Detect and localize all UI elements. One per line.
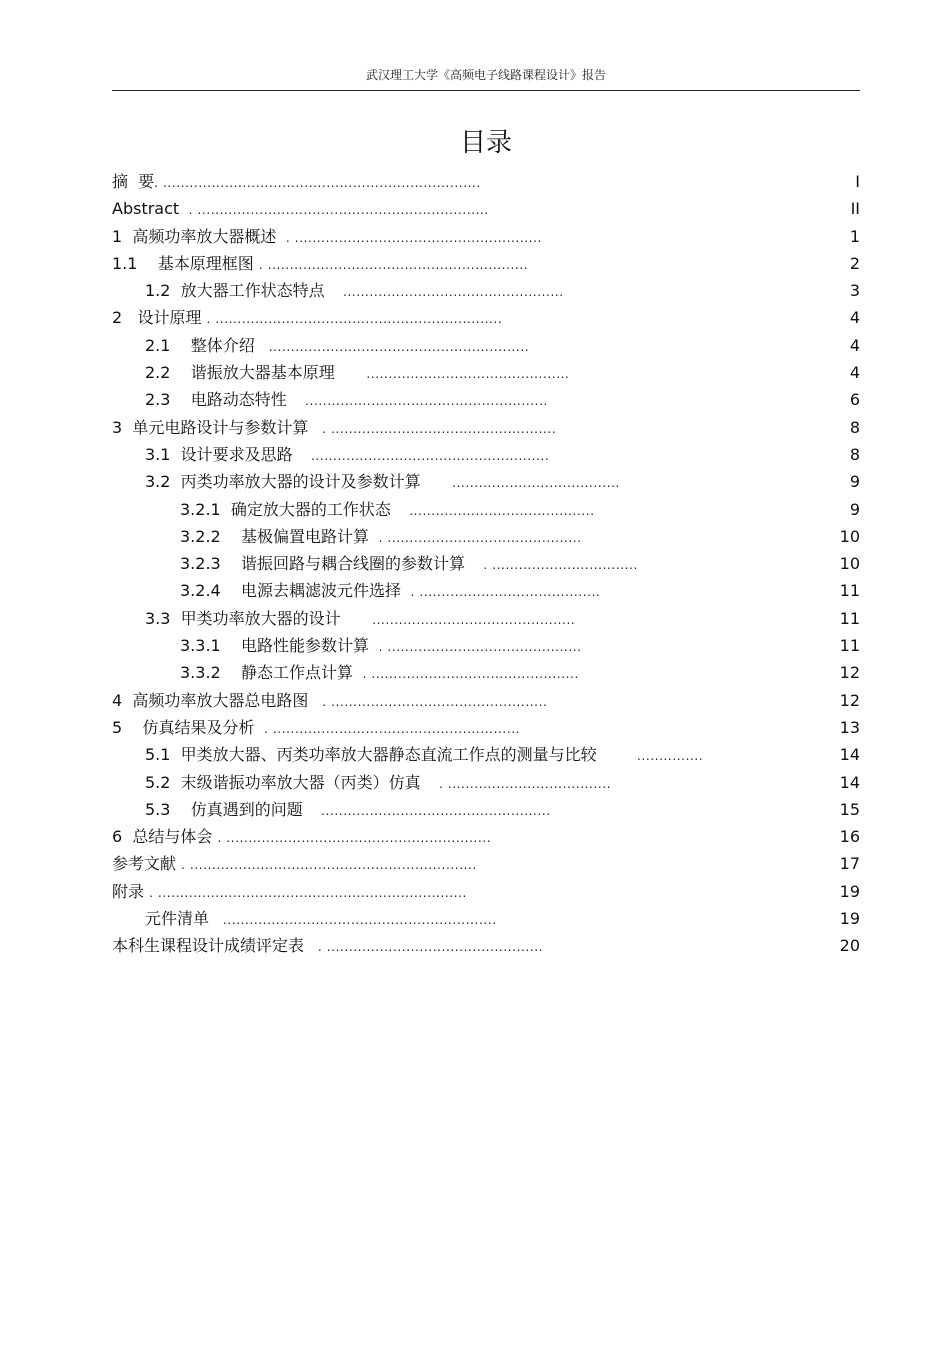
- toc-entry-leader-dots: . .................................................................: [181, 858, 477, 873]
- toc-entry-page-number: 16: [839, 827, 860, 847]
- toc-entry-page-number: 11: [839, 636, 860, 656]
- header-divider: [112, 90, 860, 91]
- toc-entry-page-number: 4: [849, 363, 860, 383]
- toc-entry-leader-dots: . .................................................................: [206, 312, 503, 327]
- toc-entry-leader-dots: . .........................................: [406, 585, 601, 600]
- toc-entry-label: 3.2.4 电源去耦滤波元件选择: [180, 581, 407, 601]
- toc-entry-leader-dots: . ......................................................................: [149, 885, 467, 900]
- toc-entry-page-number: 2: [849, 253, 860, 273]
- toc-entry-label: 5.1 甲类放大器、丙类功率放大器静态直流工作点的测量与比较: [145, 745, 602, 765]
- toc-entry-page-number: 19: [839, 881, 860, 901]
- toc-entry-label: 1.1 基本原理框图: [112, 253, 259, 273]
- toc-title: 目录: [459, 128, 512, 158]
- toc-entry-label: 元件清单: [145, 909, 215, 929]
- toc-entry-leader-dots: . ...........................................................: [258, 257, 529, 272]
- toc-entry[interactable]: [112, 741, 860, 768]
- toc-entry-leader-dots: . .................................................: [309, 940, 544, 955]
- toc-entry[interactable]: [112, 932, 860, 959]
- toc-entry[interactable]: [112, 577, 860, 604]
- toc-entry[interactable]: [112, 414, 860, 441]
- toc-entry[interactable]: [112, 441, 860, 468]
- toc-entry-page-number: 11: [839, 608, 860, 628]
- toc-entry[interactable]: [112, 496, 860, 523]
- toc-entry-label: 参考文献: [112, 854, 182, 874]
- toc-entry[interactable]: [112, 386, 860, 413]
- toc-entry-leader-dots: . ...................................................: [313, 421, 557, 436]
- toc-entry-label: 3.2.2 基极偏置电路计算: [180, 526, 375, 546]
- table-of-contents: [112, 168, 860, 960]
- toc-entry-label: 1 高频功率放大器概述: [112, 226, 282, 246]
- toc-entry-page-number: 14: [839, 772, 860, 792]
- toc-entry[interactable]: [112, 905, 860, 932]
- toc-entry-leader-dots: ..............................................: [339, 367, 570, 382]
- toc-entry-leader-dots: ..............................................................: [214, 913, 497, 928]
- toc-entry-label: 附录: [112, 881, 150, 901]
- toc-entry-page-number: 12: [839, 690, 860, 710]
- toc-entry-leader-dots: . ............................................: [374, 530, 582, 545]
- toc-entry-label: 2 设计原理: [112, 308, 207, 328]
- toc-entry-leader-dots: ......................................................: [297, 448, 550, 463]
- toc-entry[interactable]: [112, 769, 860, 796]
- toc-entry-page-number: 19: [839, 909, 860, 929]
- toc-entry-page-number: 10: [839, 526, 860, 546]
- toc-entry-label: 3.2.3 谐振回路与耦合线圈的参数计算: [180, 554, 471, 574]
- toc-entry-page-number: II: [850, 199, 860, 219]
- toc-entry[interactable]: [112, 359, 860, 386]
- toc-entry-label: 5.3 仿真遇到的问题: [145, 799, 308, 819]
- toc-entry[interactable]: [112, 277, 860, 304]
- toc-entry-leader-dots: . .................................................: [313, 694, 548, 709]
- toc-entry-leader-dots: ..................................................: [329, 285, 564, 300]
- toc-entry-page-number: 9: [849, 472, 860, 492]
- toc-entry-label: 2.3 电路动态特性: [145, 390, 292, 410]
- toc-entry-page-number: 8: [849, 444, 860, 464]
- toc-entry-page-number: I: [855, 172, 860, 191]
- toc-entry-leader-dots: . .................................: [470, 558, 638, 573]
- toc-entry[interactable]: [112, 605, 860, 632]
- toc-entry[interactable]: [112, 223, 860, 250]
- toc-entry-page-number: 3: [849, 281, 860, 301]
- toc-entry-label: Abstract: [112, 199, 185, 219]
- toc-entry-page-number: 9: [849, 499, 860, 519]
- toc-entry-leader-dots: . ........................................................: [281, 230, 542, 245]
- toc-entry-label: 3.1 设计要求及思路: [145, 444, 298, 464]
- toc-entry-leader-dots: ......................................: [425, 476, 620, 491]
- toc-entry-page-number: 11: [839, 581, 860, 601]
- toc-entry-leader-dots: . ..................................................................: [184, 203, 489, 218]
- toc-entry-page-number: 17: [839, 854, 860, 874]
- toc-entry-page-number: 13: [839, 717, 860, 737]
- toc-entry[interactable]: [112, 168, 860, 195]
- toc-entry-leader-dots: . ........................................................................: [154, 176, 481, 190]
- toc-entry-leader-dots: ...............: [601, 749, 704, 764]
- toc-entry-label: 5.2 末级谐振功率放大器（丙类）仿真: [145, 772, 426, 792]
- toc-entry-label: 3.3.2 静态工作点计算: [180, 663, 359, 683]
- toc-entry[interactable]: [112, 550, 860, 577]
- toc-entry-page-number: 6: [849, 390, 860, 410]
- toc-entry-leader-dots: . ............................................................: [217, 831, 492, 846]
- page-header: 武汉理工大学《高频电子线路课程设计》报告: [365, 68, 606, 82]
- toc-entry-leader-dots: ....................................................: [307, 803, 551, 818]
- toc-entry-page-number: 4: [849, 335, 860, 355]
- toc-entry-page-number: 4: [849, 308, 860, 328]
- toc-entry[interactable]: [112, 714, 860, 741]
- toc-entry[interactable]: [112, 195, 860, 222]
- toc-entry[interactable]: [112, 878, 860, 905]
- toc-entry-page-number: 1: [849, 226, 860, 246]
- toc-entry-leader-dots: . ...............................................: [358, 667, 579, 682]
- toc-entry-leader-dots: .......................................................: [291, 394, 548, 409]
- toc-entry-page-number: 12: [839, 663, 860, 683]
- toc-entry-label: 3 单元电路设计与参数计算: [112, 417, 314, 437]
- toc-entry-label: 3.3 甲类功率放大器的设计: [145, 608, 346, 628]
- toc-entry-label: 1.2 放大器工作状态特点: [145, 281, 330, 301]
- toc-entry[interactable]: [112, 332, 860, 359]
- toc-entry[interactable]: [112, 659, 860, 686]
- toc-entry-page-number: 20: [839, 936, 860, 956]
- toc-entry-label: 5 仿真结果及分析: [112, 717, 260, 737]
- toc-entry-label: 摘 要: [112, 172, 155, 191]
- toc-entry-label: 4 高频功率放大器总电路图: [112, 690, 314, 710]
- toc-entry[interactable]: [112, 823, 860, 850]
- toc-entry-label: 2.2 谐振放大器基本原理: [145, 363, 340, 383]
- toc-entry-page-number: 15: [839, 799, 860, 819]
- toc-entry[interactable]: [112, 796, 860, 823]
- toc-entry-leader-dots: ...........................................................: [259, 339, 530, 354]
- toc-entry-leader-dots: . .....................................: [425, 776, 612, 791]
- toc-entry-label: 6 总结与体会: [112, 827, 218, 847]
- toc-entry-leader-dots: ..............................................: [345, 612, 576, 627]
- toc-entry[interactable]: [112, 304, 860, 331]
- toc-entry-leader-dots: ..........................................: [395, 503, 595, 518]
- toc-entry-page-number: 8: [849, 417, 860, 437]
- toc-entry-page-number: 10: [839, 554, 860, 574]
- toc-entry-label: 本科生课程设计成绩评定表: [112, 936, 310, 956]
- toc-entry-label: 3.2 丙类功率放大器的设计及参数计算: [145, 472, 426, 492]
- toc-entry[interactable]: [112, 523, 860, 550]
- toc-entry-label: 3.3.1 电路性能参数计算: [180, 636, 375, 656]
- toc-entry[interactable]: [112, 850, 860, 877]
- toc-entry[interactable]: [112, 687, 860, 714]
- toc-entry-label: 3.2.1 确定放大器的工作状态: [180, 499, 396, 519]
- toc-entry-label: 2.1 整体介绍: [145, 335, 260, 355]
- toc-entry-leader-dots: . ............................................: [374, 640, 582, 655]
- toc-entry[interactable]: [112, 250, 860, 277]
- toc-entry-page-number: 14: [839, 745, 860, 765]
- toc-entry-leader-dots: . ........................................................: [259, 721, 521, 736]
- toc-entry[interactable]: [112, 468, 860, 495]
- toc-entry[interactable]: [112, 632, 860, 659]
